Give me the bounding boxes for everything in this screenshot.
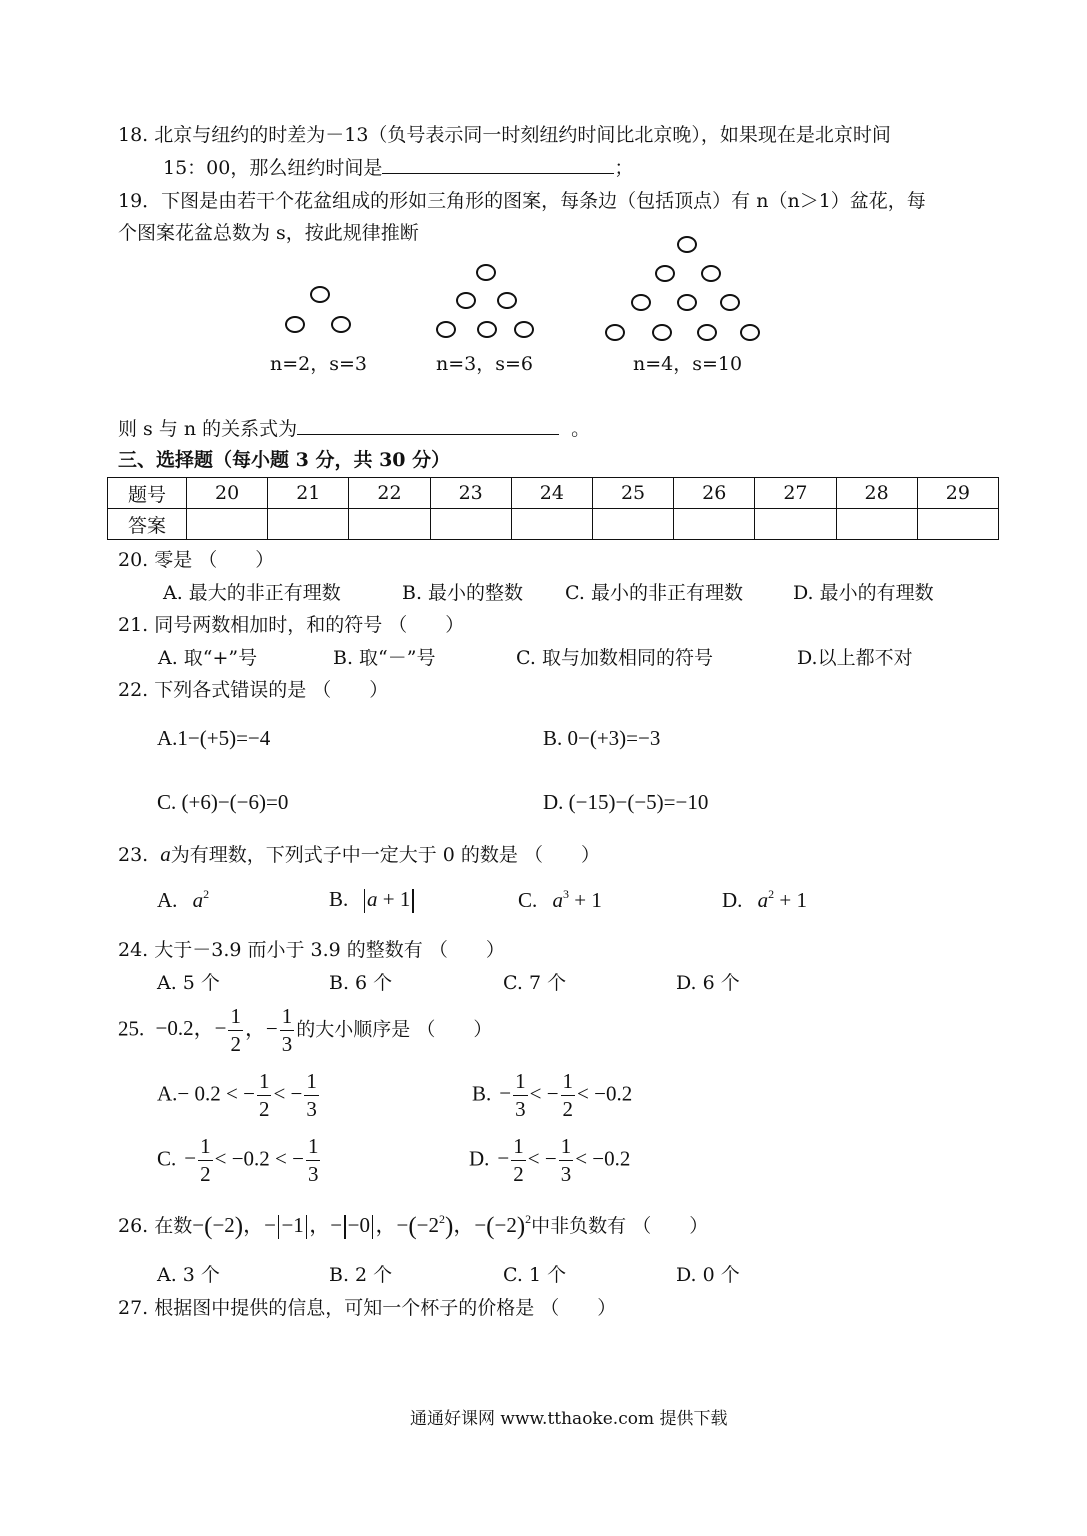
q19-answer-suffix: 。 xyxy=(571,418,591,440)
q19-answer-prefix: 则 s 与 n 的关系式为 xyxy=(118,418,298,440)
q23-variable: a xyxy=(160,842,171,866)
q23-option-a xyxy=(157,887,209,913)
flower-pot-circle xyxy=(677,236,697,253)
q23-stem: 为有理数，下列式子中一定大于 0 的数是 （ ） xyxy=(170,844,600,866)
q26-stem-line xyxy=(118,1212,708,1242)
table-cell: 28 xyxy=(836,478,917,509)
table-cell: 25 xyxy=(592,478,673,509)
table-cell: 27 xyxy=(755,478,836,509)
q23-option-d-letter: D. xyxy=(722,888,743,912)
page-footer: 通通好课网 www.tthaoke.com 提供下载 xyxy=(410,1409,728,1429)
table-cell: 23 xyxy=(430,478,511,509)
pattern-label-n4: n=4，s=10 xyxy=(633,353,743,375)
q23-option-c xyxy=(518,887,602,913)
q20-option-a: A. 最大的非正有理数 xyxy=(163,582,341,604)
q19-answer-blank[interactable] xyxy=(297,433,559,435)
flower-pot-circle xyxy=(652,324,672,341)
table-row-question-numbers xyxy=(108,478,999,509)
pattern-label-n3: n=3，s=6 xyxy=(436,353,534,375)
q21-stem: 21. 同号两数相加时，和的符号 （ ） xyxy=(118,614,465,636)
answer-cell[interactable] xyxy=(268,509,349,540)
q23-stem-line xyxy=(118,842,600,867)
q18-line2-prefix: 15：00，那么纽约时间是 xyxy=(163,157,383,179)
q23-option-a-expr: $a^2$ xyxy=(192,887,210,912)
q25-option-d: D. − $\frac{1}{2}$ < − $\frac{1}{3}$ < −0.2 xyxy=(469,1134,631,1186)
q22-option-b: B. 0−(+3)=−3 xyxy=(543,726,661,750)
flower-pot-circle xyxy=(677,294,697,311)
q25-option-b: B. − $\frac{1}{3}$ < − $\frac{1}{2}$ < −0.2 xyxy=(472,1069,633,1121)
q24-stem: 24. 大于－3.9 而小于 3.9 的整数有 （ ） xyxy=(118,939,505,961)
q26-option-c: C. 1 个 xyxy=(503,1264,567,1286)
q22-option-c: C. (+6)−(−6)=0 xyxy=(157,790,289,814)
q26-suffix: 中非负数有 （ ） xyxy=(531,1215,709,1237)
flower-pot-circle xyxy=(497,292,517,309)
q20-option-c: C. 最小的非正有理数 xyxy=(565,582,743,604)
q25-option-a-letter: A. xyxy=(157,1081,178,1106)
q18-line1: 18. 北京与纽约的时差为－13（负号表示同一时刻纽约时间比北京晚），如果现在是北京时间 xyxy=(118,124,891,146)
table-cell: 21 xyxy=(268,478,349,509)
flower-pot-circle xyxy=(436,321,456,338)
q25-option-c-letter: C. xyxy=(157,1146,177,1171)
flower-pot-circle xyxy=(631,294,651,311)
q22-option-d: D. (−15)−(−5)=−10 xyxy=(543,790,709,814)
q26-option-a: A. 3 个 xyxy=(157,1264,220,1286)
q26-numbers: −(−2)，− −1 ，− −0 ，$-(-2^2)$，$-(-2)^2$ xyxy=(192,1212,532,1240)
flower-pot-circle xyxy=(740,324,760,341)
answer-cell[interactable] xyxy=(917,509,998,540)
q25-stem-suffix: 的大小顺序是 （ ） xyxy=(296,1018,493,1041)
pattern-label-n2: n=2，s=3 xyxy=(270,353,368,375)
table-row-answers xyxy=(108,509,999,540)
q23-option-b-expr: a + 1 xyxy=(362,887,416,911)
answer-cell[interactable] xyxy=(511,509,592,540)
flower-pot-circle xyxy=(285,316,305,333)
q23-option-c-expr: $a^3 + 1$ xyxy=(552,887,602,912)
table-cell: 24 xyxy=(511,478,592,509)
table-header-cell: 答案 xyxy=(108,509,187,540)
table-cell: 22 xyxy=(349,478,430,509)
flower-pot-circle xyxy=(697,324,717,341)
q18-answer-blank[interactable] xyxy=(382,172,614,174)
flower-pot-circle xyxy=(605,324,625,341)
q25-option-a: A.− 0.2 < − $\frac{1}{2}$ < − $\frac{1}{3}$ xyxy=(157,1069,317,1121)
q21-option-c: C. 取与加数相同的符号 xyxy=(516,647,713,669)
q21-option-a: A. 取“+”号 xyxy=(158,647,258,669)
q23-option-b-letter: B. xyxy=(329,887,349,911)
q19-answer-line xyxy=(118,418,590,441)
answer-cell[interactable] xyxy=(755,509,836,540)
q27-stem: 27. 根据图中提供的信息，可知一个杯子的价格是 （ ） xyxy=(118,1297,617,1319)
answer-table xyxy=(107,477,999,540)
table-header-cell: 题号 xyxy=(108,478,187,509)
q25-stem-line: 25. −0.2，− $\frac{1}{2}$ ，− $\frac{1}{3}$ 的大小顺序是 （ ） xyxy=(118,1004,493,1056)
flower-pot-circle xyxy=(701,265,721,282)
q18-line2 xyxy=(163,157,633,180)
section3-title: 三、选择题（每小题 3 分，共 30 分） xyxy=(118,449,451,471)
q20-option-b: B. 最小的整数 xyxy=(402,582,524,604)
table-cell: 20 xyxy=(187,478,268,509)
q25-number: 25. xyxy=(118,1016,145,1041)
q23-option-d xyxy=(722,887,807,913)
flower-pot-circle xyxy=(476,264,496,281)
q23-number: 23. xyxy=(118,844,149,866)
q25-option-b-letter: B. xyxy=(472,1081,492,1106)
q21-option-b: B. 取“－”号 xyxy=(333,647,436,669)
q19-line2: 个图案花盆总数为 s，按此规律推断 xyxy=(118,222,419,244)
q22-stem: 22. 下列各式错误的是 （ ） xyxy=(118,679,389,701)
q20-option-d: D. 最小的有理数 xyxy=(793,582,934,604)
flower-pot-circle xyxy=(331,316,351,333)
q23-option-d-expr: $a^2 + 1$ xyxy=(757,887,808,912)
q23-option-b xyxy=(329,887,416,913)
flower-pot-circle xyxy=(720,294,740,311)
q25-option-d-letter: D. xyxy=(469,1146,490,1171)
q23-option-a-letter: A. xyxy=(157,888,178,912)
flower-pot-circle xyxy=(655,265,675,282)
answer-cell[interactable] xyxy=(430,509,511,540)
q19-line1: 19．下图是由若干个花盆组成的形如三角形的图案，每条边（包括顶点）有 n（n＞1）盆花，每 xyxy=(118,190,926,212)
table-cell: 26 xyxy=(674,478,755,509)
flower-pot-circle xyxy=(477,321,497,338)
answer-cell[interactable] xyxy=(592,509,673,540)
q26-prefix: 26. 在数 xyxy=(118,1215,193,1237)
answer-cell[interactable] xyxy=(349,509,430,540)
q22-option-a: A.1−(+5)=−4 xyxy=(157,726,271,750)
q18-line2-suffix: ； xyxy=(614,157,634,179)
q24-option-c: C. 7 个 xyxy=(503,972,567,994)
q25-option-c: C. − $\frac{1}{2}$ < −0.2 < − $\frac{1}{3}$ xyxy=(157,1134,319,1186)
q24-option-d: D. 6 个 xyxy=(676,972,740,994)
q24-option-a: A. 5 个 xyxy=(157,972,220,994)
answer-cell[interactable] xyxy=(836,509,917,540)
table-cell: 29 xyxy=(917,478,998,509)
flower-pot-circle xyxy=(514,321,534,338)
q20-stem: 20. 零是 （ ） xyxy=(118,549,275,571)
q26-option-b: B. 2 个 xyxy=(329,1264,393,1286)
q23-option-c-letter: C. xyxy=(518,888,538,912)
answer-cell[interactable] xyxy=(187,509,268,540)
q24-option-b: B. 6 个 xyxy=(329,972,393,994)
q21-option-d: D.以上都不对 xyxy=(797,647,913,669)
flower-pot-circle xyxy=(456,292,476,309)
answer-cell[interactable] xyxy=(674,509,755,540)
q26-option-d: D. 0 个 xyxy=(676,1264,740,1286)
flower-pot-circle xyxy=(310,286,330,303)
